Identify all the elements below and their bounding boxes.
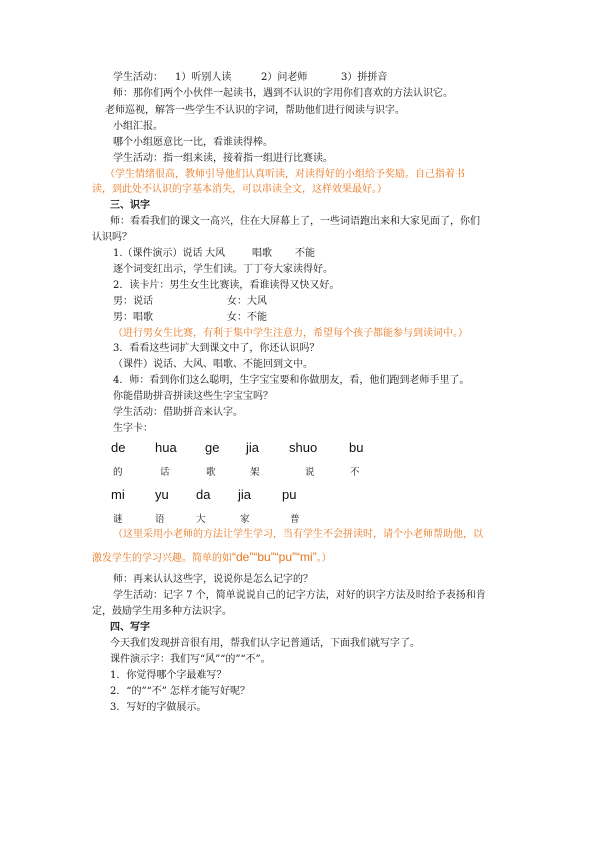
hanzi: 歌 — [206, 467, 216, 478]
text-line: 学生活动：指一组来读，接着指一组进行比赛读。 — [113, 153, 333, 164]
activity-option-1: 1）听别人读 — [175, 72, 232, 83]
teaching-note-line — [92, 550, 332, 566]
pinyin: de — [111, 440, 126, 455]
word: 不能 — [295, 248, 315, 259]
hanzi: 语 — [155, 514, 165, 525]
pinyin: ge — [205, 440, 220, 455]
text-line: 哪个小组愿意比一比，看谁读得棒。 — [113, 137, 273, 148]
pinyin-examples: “de”“bu”“pu”“mi” — [232, 550, 317, 564]
text-line: 老师巡视，解答一些学生不认识的字词，帮助他们进行阅读与识字。 — [105, 105, 405, 116]
text-line: 4．师：看到你们这么聪明，生字宝宝要和你做朋友，看，他们跑到老师手里了。 — [113, 375, 470, 386]
girls-word: 女：大风 — [227, 296, 267, 307]
pinyin: jia — [246, 440, 260, 455]
text-line: 你能借助拼音拼读这些生字宝宝吗？ — [113, 391, 273, 402]
teaching-note: （这里采用小老师的方法让学生学习，当有学生不会拼读时，请个小老师帮助他，以 — [113, 529, 483, 540]
activity-option-2: 2）问老师 — [261, 72, 308, 83]
hanzi: 普 — [290, 514, 300, 525]
activity-label: 学生活动： — [113, 72, 163, 83]
word: 唱歌 — [252, 248, 272, 259]
hanzi: 说 — [305, 467, 315, 478]
pinyin: da — [196, 487, 211, 502]
note-text: 激发学生的学习兴趣。简单的如 — [92, 553, 232, 564]
text-line: 认识吗？ — [92, 232, 132, 243]
pinyin: mi — [111, 487, 125, 502]
text-line: 生字卡： — [113, 423, 153, 434]
text-line: 逐个词变红出示，学生们读。丁丁夸大家读得好。 — [113, 264, 333, 275]
text-line: 3．看看这些词扩大到课文中了，你还认识吗？ — [113, 343, 320, 354]
hanzi: 架 — [250, 467, 260, 478]
word: 大风 — [205, 248, 225, 259]
text-line: 学生活动：借助拼音来认字。 — [113, 407, 243, 418]
word-line — [113, 247, 315, 261]
girls-word: 女：不能 — [227, 312, 267, 323]
pinyin: shuo — [289, 440, 318, 455]
teaching-note: （学生情绪很高，教师引导他们认真听读，对读得好的小组给予奖励。自己指着书 — [105, 169, 465, 180]
text-line: 2．读卡片：男生女生比赛读，看谁读得又快又好。 — [113, 280, 340, 291]
teaching-note: 读，到此处不认识的字基本消失，可以串读全文，这样效果最好。） — [92, 184, 387, 195]
hanzi: 谜 — [113, 514, 123, 525]
hanzi: 家 — [240, 514, 250, 525]
text-line: 小组汇报。 — [113, 121, 163, 132]
boys-girls-line — [113, 295, 267, 309]
list-item: 3．写好的字做展示。 — [110, 702, 207, 713]
pinyin: hua — [155, 440, 177, 455]
pinyin: yu — [155, 487, 169, 502]
boys-word: 男：说话 — [113, 296, 153, 307]
text-line: 师：那你们两个小伙伴一起读书，遇到不认识的字用你们喜欢的方法认识它。 — [113, 88, 453, 99]
text-line: 师：再来认认这些字，说说你是怎么记字的？ — [113, 574, 313, 585]
text-line: 今天我们发现拼音很有用，帮我们认字记普通话，下面我们就写字了。 — [110, 638, 420, 649]
list-item: 1．你觉得哪个字最难写？ — [110, 670, 227, 681]
text-line: 学生活动：记字 7 个，简单说说自己的记字方法，对好的识字方法及时给予表扬和肯 — [113, 590, 486, 601]
section-heading: 三、识字 — [110, 200, 150, 211]
section-heading: 四、写字 — [110, 622, 150, 633]
hanzi: 话 — [160, 467, 170, 478]
note-end: 。） — [316, 553, 332, 564]
boys-word: 男：唱歌 — [113, 312, 153, 323]
hanzi: 不 — [350, 467, 360, 478]
pinyin: bu — [349, 440, 364, 455]
teaching-note: （进行男女生比赛，有利于集中学生注意力，希望每个孩子都能参与到读词中。） — [113, 328, 468, 339]
hanzi: 大 — [196, 514, 206, 525]
pinyin: pu — [282, 487, 297, 502]
text-line: 师：看看我们的课文一高兴，住在大屏幕上了，一些词语跑出来和大家见面了，你们 — [110, 216, 480, 227]
activity-line — [113, 71, 388, 85]
pinyin: jia — [238, 487, 252, 502]
text-line: 定，鼓励学生用多种方法识字。 — [92, 606, 232, 617]
word-intro: 1.（课件演示）说话 — [113, 248, 203, 259]
text-line: （课件）说话、大风、唱歌、不能回到文中。 — [113, 359, 313, 370]
activity-option-3: 3）拼拼音 — [341, 72, 388, 83]
text-line: 课件演示字：我们写“风”“的”“不”。 — [110, 654, 271, 665]
hanzi: 的 — [113, 467, 123, 478]
list-item: 2．“的”“不” 怎样才能写好呢？ — [110, 686, 250, 697]
boys-girls-line — [113, 311, 267, 325]
